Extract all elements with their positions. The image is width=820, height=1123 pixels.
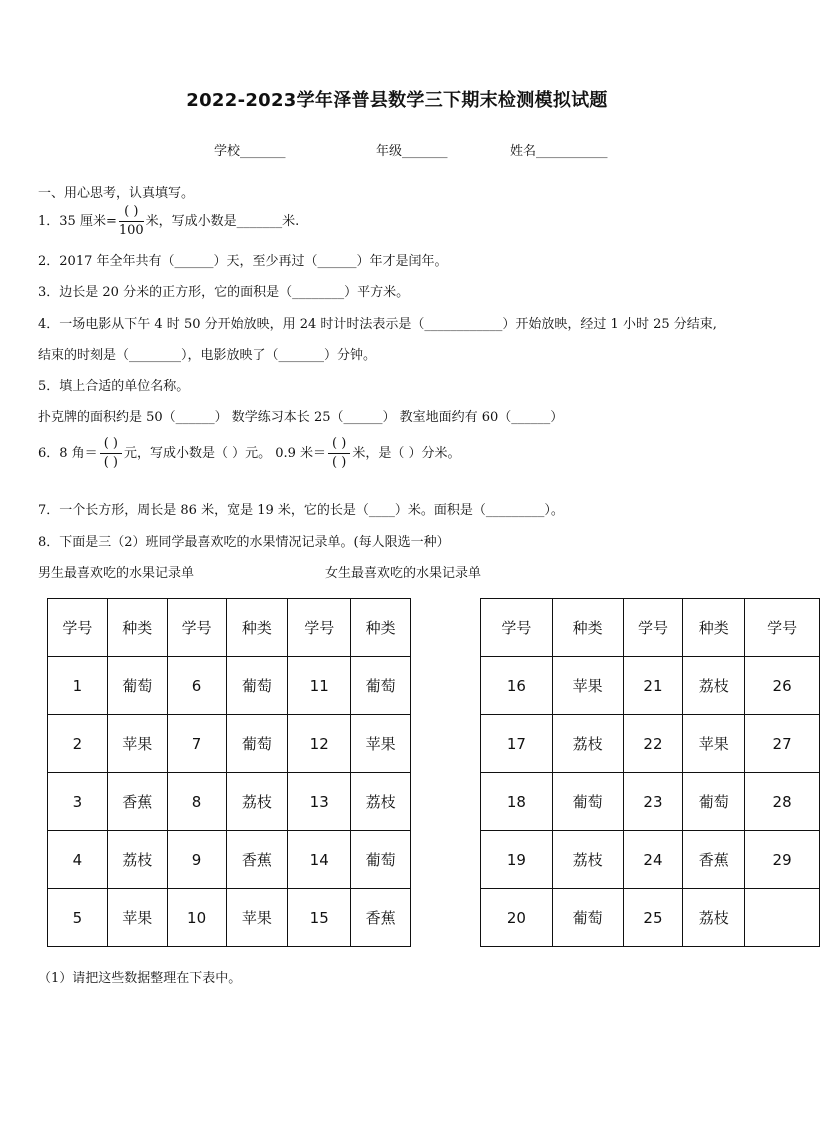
table-cell: 15 [288, 889, 351, 947]
table-cell: 苹果 [552, 657, 623, 715]
table-cell: 8 [167, 773, 226, 831]
table-cell: 23 [623, 773, 683, 831]
question-5: 5．填上合适的单位名称。 [38, 379, 190, 394]
table-cell: 11 [288, 657, 351, 715]
boys-header-row [48, 599, 411, 657]
q6-denominator-1[interactable]: ( ) [103, 455, 118, 470]
question-5-items: 扑克牌的面积约是 50（______） 数学练习本长 25（______） 教室地面约有 60（______） [38, 410, 564, 425]
girls-table-caption: 女生最喜欢吃的水果记录单 [325, 566, 482, 581]
table-cell: 10 [167, 889, 226, 947]
sub-question-1: （1）请把这些数据整理在下表中。 [38, 971, 242, 986]
table-cell [745, 889, 820, 947]
q6-fraction-2 [328, 435, 350, 472]
table-cell: 22 [623, 715, 683, 773]
school-field[interactable]: 学校_______ [214, 144, 286, 159]
table-cell: 荔枝 [552, 715, 623, 773]
table-header-cell: 学号 [48, 599, 108, 657]
boys-fruit-table [47, 598, 411, 947]
q1-numerator[interactable]: ( ) [119, 203, 144, 222]
table-cell: 20 [481, 889, 553, 947]
table-cell: 荔枝 [552, 831, 623, 889]
table-cell: 葡萄 [351, 831, 411, 889]
q6-fraction-1 [100, 435, 122, 472]
table-row [48, 657, 411, 715]
q6-denominator-2[interactable]: ( ) [332, 455, 347, 470]
question-8: 8．下面是三（2）班同学最喜欢吃的水果情况记录单。(每人限选一种） [38, 535, 450, 550]
table-cell: 香蕉 [351, 889, 411, 947]
table-cell: 12 [288, 715, 351, 773]
table-cell: 葡萄 [683, 773, 745, 831]
table-cell: 27 [745, 715, 820, 773]
table-cell: 5 [48, 889, 108, 947]
table-cell: 16 [481, 657, 553, 715]
table-cell: 葡萄 [226, 715, 288, 773]
table-row [481, 889, 820, 947]
table-row [48, 773, 411, 831]
table-header-cell: 种类 [683, 599, 745, 657]
table-cell: 28 [745, 773, 820, 831]
table-cell: 葡萄 [226, 657, 288, 715]
table-header-cell: 学号 [745, 599, 820, 657]
q6-prefix: 6．8 角＝ [38, 446, 98, 461]
q6-numerator-1[interactable]: ( ) [100, 435, 122, 454]
grade-field[interactable]: 年级_______ [376, 144, 448, 159]
table-cell: 苹果 [683, 715, 745, 773]
table-cell: 荔枝 [683, 889, 745, 947]
q1-fraction [119, 203, 144, 240]
table-cell: 19 [481, 831, 553, 889]
table-header-cell: 种类 [226, 599, 288, 657]
table-header-cell: 学号 [481, 599, 553, 657]
q1-prefix: 1．35 厘米= [38, 214, 117, 229]
table-cell: 9 [167, 831, 226, 889]
q6-numerator-2[interactable]: ( ) [328, 435, 350, 454]
table-cell: 3 [48, 773, 108, 831]
table-cell: 荔枝 [107, 831, 167, 889]
table-header-cell: 学号 [288, 599, 351, 657]
table-row [481, 773, 820, 831]
table-cell: 14 [288, 831, 351, 889]
table-cell: 29 [745, 831, 820, 889]
table-cell: 葡萄 [552, 773, 623, 831]
section-heading: 一、用心思考，认真填写。 [38, 186, 195, 201]
table-cell: 26 [745, 657, 820, 715]
q1-denominator: 100 [118, 223, 144, 238]
page-title: 2022-2023学年泽普县数学三下期末检测模拟试题 [186, 90, 608, 111]
table-cell: 苹果 [107, 889, 167, 947]
table-cell: 葡萄 [107, 657, 167, 715]
table-cell: 17 [481, 715, 553, 773]
table-cell: 2 [48, 715, 108, 773]
table-row [481, 657, 820, 715]
table-cell: 7 [167, 715, 226, 773]
table-row [48, 889, 411, 947]
table-cell: 荔枝 [226, 773, 288, 831]
girls-fruit-table [480, 598, 820, 947]
q6-middle: 元，写成小数是（ ）元。 0.9 米＝ [123, 446, 327, 461]
table-cell: 苹果 [226, 889, 288, 947]
question-4-line-2: 结束的时刻是（________），电影放映了（_______）分钟。 [38, 348, 377, 363]
question-4-line-1: 4．一场电影从下午 4 时 50 分开始放映，用 24 时计时法表示是（____________）开始放映，经过 1 小时 25 分结束, [38, 317, 717, 332]
q1-suffix: 米，写成小数是_______米. [145, 214, 300, 229]
table-cell: 1 [48, 657, 108, 715]
q6-suffix: 米，是（ ）分米。 [352, 446, 461, 461]
table-header-cell: 学号 [167, 599, 226, 657]
table-cell: 21 [623, 657, 683, 715]
table-header-cell: 种类 [552, 599, 623, 657]
table-cell: 苹果 [107, 715, 167, 773]
table-cell: 25 [623, 889, 683, 947]
table-cell: 荔枝 [683, 657, 745, 715]
name-field[interactable]: 姓名___________ [510, 144, 608, 159]
table-cell: 香蕉 [226, 831, 288, 889]
girls-table-clip [480, 598, 798, 946]
table-row [48, 831, 411, 889]
table-cell: 24 [623, 831, 683, 889]
table-row [48, 715, 411, 773]
girls-header-row [481, 599, 820, 657]
question-2: 2．2017 年全年共有（______）天，至少再过（______）年才是闰年。 [38, 254, 448, 269]
question-3: 3．边长是 20 分米的正方形，它的面积是（________）平方米。 [38, 285, 410, 300]
table-cell: 4 [48, 831, 108, 889]
table-row [481, 715, 820, 773]
table-row [481, 831, 820, 889]
table-cell: 葡萄 [351, 657, 411, 715]
table-cell: 香蕉 [683, 831, 745, 889]
table-header-cell: 种类 [351, 599, 411, 657]
table-header-cell: 学号 [623, 599, 683, 657]
table-cell: 13 [288, 773, 351, 831]
question-1 [38, 203, 299, 240]
boys-table-caption: 男生最喜欢吃的水果记录单 [38, 566, 195, 581]
table-cell: 6 [167, 657, 226, 715]
table-cell: 荔枝 [351, 773, 411, 831]
table-cell: 苹果 [351, 715, 411, 773]
table-cell: 香蕉 [107, 773, 167, 831]
table-cell: 葡萄 [552, 889, 623, 947]
table-header-cell: 种类 [107, 599, 167, 657]
table-cell: 18 [481, 773, 553, 831]
question-6 [38, 435, 460, 472]
question-7: 7．一个长方形，周长是 86 米，宽是 19 米，它的长是（____）米。面积是（_________）。 [38, 503, 564, 518]
